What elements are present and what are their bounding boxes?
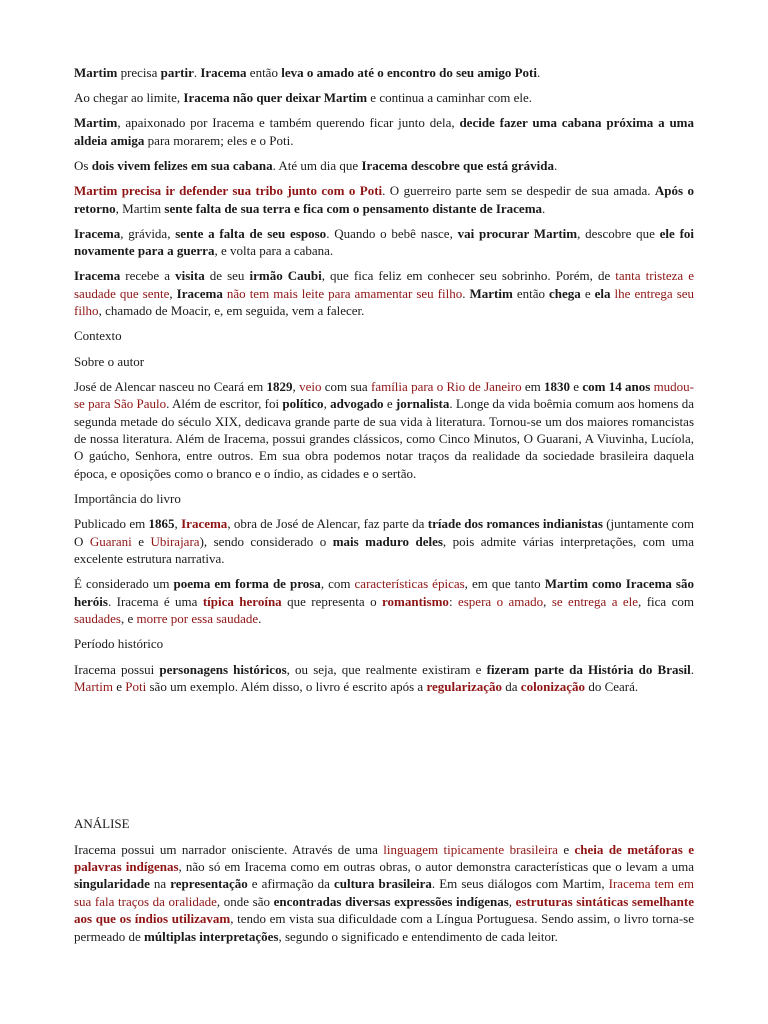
text-run: . Quando o bebê nasce, — [326, 225, 458, 241]
text-run: , e — [120, 611, 137, 627]
text-run: recebe a — [120, 268, 176, 284]
bold-text: sente a falta de seu esposo — [175, 225, 327, 241]
text-run: , descobre que — [577, 225, 660, 241]
bold-text: 1830 — [544, 378, 571, 394]
text-run: . Além de escritor, foi — [166, 396, 283, 412]
text-run: . Em seus diálogos com Martim, — [431, 876, 609, 892]
text-run: de seu — [204, 268, 250, 284]
highlighted-text: características épicas — [354, 576, 465, 592]
bold-text: ela — [594, 285, 611, 301]
text-run: Contexto — [74, 328, 122, 344]
paragraph-9 — [74, 378, 694, 482]
bold-text: poema em forma de prosa — [173, 576, 321, 592]
paragraph-13 — [74, 635, 694, 652]
text-run: Sobre o autor — [74, 353, 145, 369]
bold-text: Iracema — [176, 285, 223, 301]
text-run: e afirmação da — [247, 876, 334, 892]
text-run: É considerado um — [74, 576, 174, 592]
highlighted-text: regularização — [426, 678, 503, 694]
bold-text: múltiplas interpretações — [144, 928, 279, 944]
bold-text: personagens históricos — [159, 661, 287, 677]
text-run: Iracema possui — [74, 661, 160, 677]
text-run: e — [557, 841, 575, 857]
text-run: . — [536, 65, 541, 80]
bold-text: mais maduro deles — [332, 533, 443, 549]
text-run: Importância do livro — [74, 491, 181, 507]
paragraph-6 — [74, 267, 694, 319]
highlighted-text: Guarani — [89, 533, 132, 549]
text-run: . O guerreiro parte sem se despedir de sua amada. — [382, 183, 655, 199]
text-run: . Até um dia que — [272, 158, 362, 174]
bold-text: Iracema — [74, 225, 121, 241]
highlighted-text: saudades — [74, 611, 121, 627]
highlighted-text: espera o amado — [457, 593, 544, 609]
text-run: e continua a caminhar com ele. — [367, 90, 532, 106]
paragraph-7 — [74, 327, 694, 344]
text-run: e — [113, 678, 126, 694]
highlighted-text: Martim — [74, 678, 113, 694]
bold-text: visita — [175, 268, 205, 284]
text-run: , grávida, — [120, 225, 176, 241]
paragraph-14 — [74, 661, 694, 696]
highlighted-text: morre por essa saudade — [136, 611, 259, 627]
bold-text: leva o amado até o encontro do seu amigo Poti — [281, 65, 537, 80]
bold-text: chega — [549, 285, 581, 301]
text-run: na — [149, 876, 171, 892]
bold-text: tríade dos romances indianistas — [427, 516, 603, 532]
bold-text: Iracema — [200, 65, 247, 80]
highlighted-text: veio — [299, 378, 322, 394]
bold-text: cultura brasileira — [333, 876, 432, 892]
bold-text: com 14 anos — [582, 378, 651, 394]
highlighted-text: Iracema tem em sua fala traços da oralidade — [74, 876, 694, 909]
highlighted-text: linguagem tipicamente brasileira — [383, 841, 558, 857]
text-run: do Ceará. — [585, 678, 639, 694]
text-run: , onde são — [216, 893, 274, 909]
text-run: , apaixonado por Iracema e também querendo ficar junto dela, — [117, 115, 460, 131]
text-run: da — [502, 678, 521, 694]
text-run: que representa o — [281, 593, 382, 609]
bold-text: Martim — [74, 115, 118, 131]
paragraph-12 — [74, 575, 694, 627]
highlighted-text: se entrega a ele — [551, 593, 639, 609]
text-run: e — [570, 378, 583, 394]
text-run: , — [323, 396, 331, 412]
text-run: precisa — [117, 65, 161, 80]
paragraph-3 — [74, 157, 694, 174]
highlighted-text: típica heroína — [202, 593, 282, 609]
text-run: , e volta para a cabana. — [214, 243, 334, 259]
bold-text: advogado — [330, 396, 384, 412]
paragraph-8 — [74, 353, 694, 370]
text-run: , — [169, 285, 177, 301]
highlighted-text: lhe entrega seu filho — [74, 285, 695, 319]
highlighted-text: Ubirajara — [150, 533, 200, 549]
text-run: , tendo em vista sua dificuldade com a Língua Portuguesa. Sendo assim, o livro torna-se permeado de — [74, 911, 694, 944]
text-run: , Martim — [115, 200, 165, 216]
bold-text: vai procurar Martim — [457, 225, 578, 241]
bold-text: sente falta de sua terra e fica com o pensamento distante de Iracema — [164, 200, 543, 216]
text-run: , — [174, 516, 182, 532]
text-run: . — [690, 661, 695, 677]
text-run: Publicado em — [74, 516, 149, 532]
highlighted-text: mudou-se para São Paulo — [74, 378, 695, 412]
highlighted-text: estruturas sintáticas semelhante aos que os índios utilizavam — [74, 893, 694, 927]
text-run: e — [383, 396, 396, 412]
paragraph-16 — [74, 841, 694, 945]
text-run: , — [292, 378, 300, 394]
bold-text: Após o retorno — [74, 183, 694, 216]
text-run: para morarem; eles e o Poti. — [144, 132, 294, 148]
text-run: , com — [320, 576, 355, 592]
text-run: , que fica feliz em conhecer seu sobrinho. Porém, de — [321, 268, 616, 284]
text-run: , pois admite várias interpretações, com uma excelente estrutura narrativa. — [74, 533, 695, 567]
highlighted-text: cheia de metáforas e palavras indígenas — [74, 841, 694, 874]
text-run: Iracema possui um narrador onisciente. Através de uma — [74, 841, 384, 857]
text-run: . Longe da vida boêmia comum aos homens da segunda metade do século XIX, dedicava grande parte de sua vida à literatura. Tornou-se um dos maiores romancistas de nossa literatura. Além de Iracema, possui grandes clássicos, como Cinco Minutos, O Guarani, A Viuvinha, Lucíola, O gaúcho, Senhora, entre outros. Em sua obra podemos notar traços da realidade da sociedade brasileira daquela época, e oposições como o branco e o índio, as cidades e o sertão. — [74, 396, 694, 481]
highlighted-text: colonização — [520, 678, 586, 694]
text-run: , obra de José de Alencar, faz parte da — [227, 516, 428, 532]
bold-text: fizeram parte da História do Brasil — [486, 661, 691, 677]
paragraph-10 — [74, 490, 694, 507]
highlighted-text: Poti — [125, 678, 147, 694]
text-run: : — [448, 593, 458, 609]
bold-text: Martim — [74, 65, 118, 80]
text-run: então — [246, 65, 282, 80]
paragraph-4 — [74, 182, 694, 217]
text-run: , em que tanto — [464, 576, 545, 592]
bold-text: jornalista — [395, 396, 450, 412]
text-run: . — [258, 611, 262, 627]
highlighted-text: não tem mais leite para amamentar seu filho — [226, 285, 463, 301]
bold-text: ele foi novamente para a guerra — [74, 225, 695, 259]
highlighted-text: romantismo — [382, 593, 449, 609]
paragraph-2 — [74, 114, 694, 149]
text-run: , fica com — [638, 593, 694, 609]
text-run: em — [521, 378, 545, 394]
bold-text: Iracema — [74, 268, 121, 284]
bold-text: representação — [170, 876, 248, 892]
bold-text: 1829 — [266, 378, 293, 394]
bold-text: Iracema descobre que está grávida — [361, 158, 554, 174]
text-run: (juntamente com O — [74, 516, 695, 549]
text-run: . — [554, 158, 558, 174]
bold-text: singularidade — [74, 876, 150, 892]
text-run: . — [193, 65, 201, 80]
highlighted-text: família para o Rio de Janeiro — [370, 378, 522, 394]
paragraph-0 — [74, 64, 694, 81]
paragraph-1 — [74, 89, 694, 106]
bold-text: Martim — [469, 285, 513, 301]
bold-text: Martim como Iracema são heróis — [74, 576, 694, 609]
text-run: , — [508, 893, 516, 909]
bold-text: irmão Caubi — [249, 268, 322, 284]
paragraph-11 — [74, 515, 694, 567]
highlighted-text: tanta tristeza e saudade que sente — [74, 268, 694, 301]
text-run: José de Alencar nasceu no Ceará em — [74, 378, 267, 394]
text-run: , — [543, 593, 552, 609]
bold-text: dois vivem felizes em sua cabana — [91, 158, 273, 174]
text-run: são um exemplo. Além disso, o livro é escrito após a — [146, 678, 427, 694]
bold-text: decide fazer uma cabana próxima a uma aldeia amiga — [74, 115, 694, 148]
document-body — [74, 64, 694, 953]
bold-text: político — [282, 396, 324, 412]
text-run: então — [512, 285, 550, 301]
bold-text: encontradas diversas expressões indígenas — [273, 893, 509, 909]
text-run: e — [131, 533, 151, 549]
text-run: . Iracema é uma — [107, 593, 203, 609]
text-run: . — [542, 200, 546, 216]
highlighted-text: Martim precisa ir defender sua tribo junto com o Poti — [74, 183, 383, 199]
text-run: Ao chegar ao limite, — [74, 90, 184, 106]
text-run: e — [580, 285, 595, 301]
bold-text: Iracema não quer deixar Martim — [183, 90, 368, 106]
text-run: Os — [74, 158, 92, 174]
paragraph-5 — [74, 225, 694, 260]
text-run: com sua — [321, 378, 371, 394]
text-run: ANÁLISE — [74, 816, 130, 832]
text-run: , não só em Iracema como em outras obras, o autor demonstra características que o levam a uma — [178, 858, 694, 874]
paragraph-15 — [74, 815, 694, 832]
bold-text: 1865 — [148, 516, 175, 532]
text-run: , chamado de Moacir, e, em seguida, vem a falecer. — [98, 303, 365, 319]
text-run: . — [462, 285, 470, 301]
highlighted-text: Iracema — [181, 516, 228, 532]
text-run: , segundo o significado e entendimento de cada leitor. — [278, 928, 558, 944]
text-run: , ou seja, que realmente existiram e — [286, 661, 487, 677]
text-run: Período histórico — [74, 636, 164, 652]
text-run: ), sendo considerado o — [199, 533, 333, 549]
bold-text: partir — [160, 65, 194, 80]
